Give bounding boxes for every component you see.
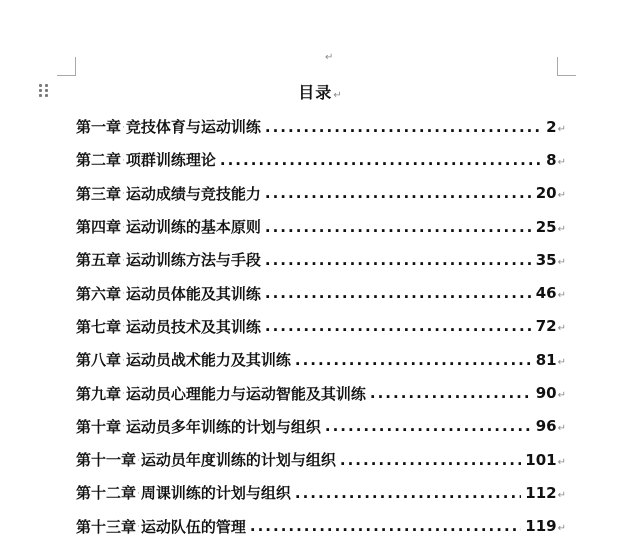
- toc-entry-title: [76, 116, 261, 137]
- page-corner-mark-top-right: [557, 57, 576, 76]
- toc-entry-title: [76, 283, 261, 304]
- toc-entry-title: [76, 516, 246, 537]
- toc-entry-name: 项群训练理论: [125, 151, 216, 170]
- toc-entry[interactable]: [76, 110, 566, 143]
- space-mark: ·: [137, 455, 140, 466]
- toc-entry-chapter: 第二章: [76, 151, 122, 170]
- toc-entry[interactable]: [76, 510, 566, 543]
- table-of-contents: [76, 110, 566, 543]
- toc-entry-name: 运动成绩与竞技能力: [125, 184, 261, 203]
- toc-entry-chapter: 第三章: [76, 184, 122, 203]
- toc-entry-chapter: 第九章: [76, 384, 122, 403]
- paragraph-mark: ↵: [333, 90, 343, 101]
- toc-entry-leader-dots: [220, 151, 542, 169]
- toc-entry[interactable]: [76, 443, 566, 476]
- toc-entry-title: [76, 149, 216, 170]
- toc-entry-page: 81: [535, 350, 557, 369]
- paragraph-mark: ↵: [557, 423, 566, 435]
- toc-entry-name: 竞技体育与运动训练: [125, 118, 261, 137]
- toc-entry-page: 2: [546, 117, 557, 136]
- toc-entry-page: 35: [535, 250, 557, 269]
- paragraph-mark: ↵: [557, 523, 566, 535]
- toc-entry-title: [76, 383, 366, 404]
- toc-entry-title: [76, 316, 261, 337]
- toc-entry-page: 72: [535, 317, 557, 336]
- paragraph-mark: ↵: [557, 323, 566, 335]
- toc-heading-text: 目录: [298, 83, 333, 102]
- toc-entry-leader-dots: [265, 284, 532, 302]
- toc-entry-leader-dots: [265, 184, 532, 202]
- toc-entry-leader-dots: [295, 484, 521, 502]
- toc-entry-page: 119: [525, 517, 557, 536]
- toc-entry-page-number: [536, 351, 566, 369]
- toc-entry[interactable]: [76, 210, 566, 243]
- toc-entry-page: 112: [525, 483, 557, 502]
- toc-entry-page: 46: [535, 284, 557, 303]
- toc-entry-name: 运动员体能及其训练: [125, 284, 261, 303]
- toc-entry-chapter: 第一章: [76, 118, 122, 137]
- toc-entry-name: 运动员年度训练的计划与组织: [140, 451, 336, 470]
- toc-entry[interactable]: [76, 343, 566, 376]
- toc-entry-chapter: 第四章: [76, 218, 122, 237]
- toc-entry-page: 8: [546, 150, 557, 169]
- toc-entry-name: 周课训练的计划与组织: [140, 484, 291, 503]
- toc-entry[interactable]: [76, 410, 566, 443]
- toc-entry-page-number: [546, 118, 566, 136]
- toc-entry-page: 20: [535, 184, 557, 203]
- toc-entry-chapter: 第七章: [76, 317, 122, 336]
- toc-entry-title: [76, 249, 261, 270]
- toc-entry-chapter: 第五章: [76, 251, 122, 270]
- space-mark: ·: [122, 355, 125, 366]
- space-mark: ·: [122, 189, 125, 200]
- toc-entry-page-number: [536, 317, 566, 335]
- toc-entry-page-number: [525, 451, 566, 469]
- toc-entry-leader-dots: [265, 251, 532, 269]
- toc-entry-leader-dots: [325, 417, 532, 435]
- paragraph-mark: ↵: [557, 489, 566, 501]
- toc-entry[interactable]: [76, 143, 566, 176]
- space-mark: ·: [122, 255, 125, 266]
- paragraph-mark: ↵: [557, 356, 566, 368]
- toc-entry-leader-dots: [340, 451, 521, 469]
- toc-entry-leader-dots: [265, 218, 532, 236]
- space-mark: ·: [122, 389, 125, 400]
- toc-entry-page-number: [536, 251, 566, 269]
- toc-entry-title: [76, 349, 291, 370]
- toc-entry-chapter: 第八章: [76, 351, 122, 370]
- toc-entry-name: 运动员技术及其训练: [125, 317, 261, 336]
- toc-entry-title: [76, 416, 321, 437]
- toc-entry-leader-dots: [265, 317, 532, 335]
- space-mark: ·: [137, 522, 140, 533]
- toc-entry-page-number: [536, 284, 566, 302]
- paragraph-mark: ↵: [557, 290, 566, 302]
- space-mark: ·: [137, 488, 140, 499]
- paragraph-mark: ↵: [557, 256, 566, 268]
- toc-entry[interactable]: [76, 243, 566, 276]
- toc-entry-page-number: [525, 517, 566, 535]
- space-mark: ·: [122, 222, 125, 233]
- toc-entry-leader-dots: [250, 517, 521, 535]
- toc-entry-page: 101: [525, 450, 557, 469]
- toc-entry[interactable]: [76, 476, 566, 509]
- toc-entry-page-number: [536, 384, 566, 402]
- toc-heading[interactable]: [0, 80, 633, 103]
- toc-entry[interactable]: [76, 177, 566, 210]
- toc-entry-page: 90: [535, 384, 557, 403]
- toc-entry-page-number: [536, 417, 566, 435]
- toc-entry-leader-dots: [370, 384, 532, 402]
- toc-entry-page-number: [525, 484, 566, 502]
- space-mark: ·: [122, 289, 125, 300]
- paragraph-mark: ↵: [557, 123, 566, 135]
- space-mark: ·: [122, 422, 125, 433]
- toc-entry-name: 运动员战术能力及其训练: [125, 351, 291, 370]
- paragraph-mark: ↵: [557, 223, 566, 235]
- toc-entry-chapter: 第十章: [76, 417, 122, 436]
- page-corner-mark-top-left: [57, 57, 76, 76]
- toc-entry[interactable]: [76, 310, 566, 343]
- toc-entry-page-number: [536, 218, 566, 236]
- toc-entry-page-number: [536, 184, 566, 202]
- toc-entry-chapter: 第十一章: [76, 451, 137, 470]
- paragraph-mark: ↵: [557, 456, 566, 468]
- space-mark: ·: [122, 122, 125, 133]
- toc-entry-page: 96: [535, 417, 557, 436]
- paragraph-mark: ↵: [557, 190, 566, 202]
- toc-entry-name: 运动员心理能力与运动智能及其训练: [125, 384, 366, 403]
- toc-entry-chapter: 第六章: [76, 284, 122, 303]
- toc-entry-page-number: [546, 151, 566, 169]
- toc-entry-title: [76, 183, 261, 204]
- toc-entry-title: [76, 216, 261, 237]
- toc-entry-chapter: 第十二章: [76, 484, 137, 503]
- header-paragraph-mark: ↵: [325, 52, 334, 63]
- toc-entry-page: 25: [535, 217, 557, 236]
- space-mark: ·: [122, 322, 125, 333]
- toc-entry-name: 运动训练的基本原则: [125, 218, 261, 237]
- toc-entry-title: [76, 482, 291, 503]
- paragraph-mark: ↵: [557, 156, 566, 168]
- toc-entry-leader-dots: [295, 351, 532, 369]
- toc-entry-name: 运动员多年训练的计划与组织: [125, 417, 321, 436]
- paragraph-mark: ↵: [557, 390, 566, 402]
- space-mark: ·: [122, 155, 125, 166]
- toc-entry-title: [76, 449, 336, 470]
- toc-entry[interactable]: [76, 276, 566, 309]
- toc-entry-chapter: 第十三章: [76, 517, 137, 536]
- toc-entry[interactable]: [76, 376, 566, 409]
- toc-entry-name: 运动训练方法与手段: [125, 251, 261, 270]
- toc-entry-leader-dots: [265, 118, 542, 136]
- toc-entry-name: 运动队伍的管理: [140, 517, 246, 536]
